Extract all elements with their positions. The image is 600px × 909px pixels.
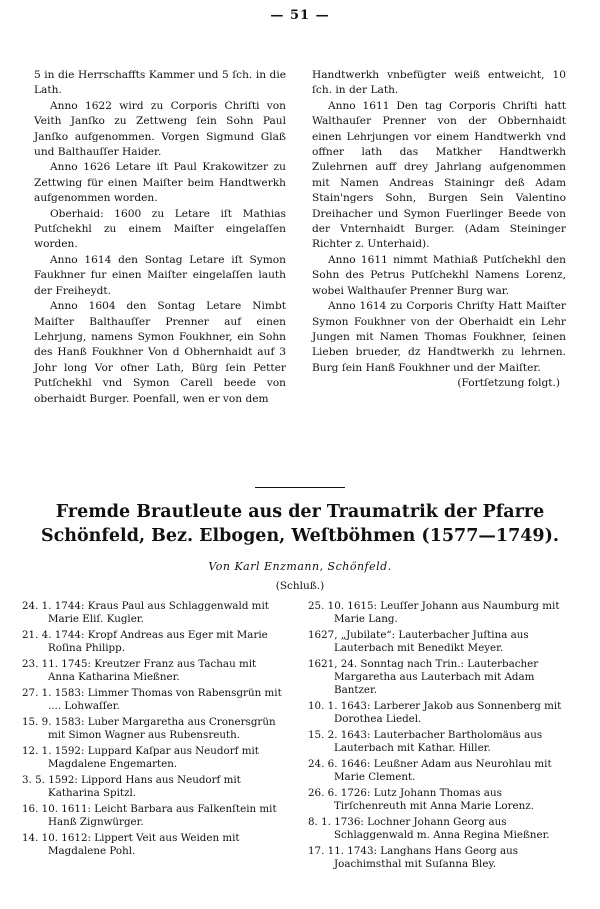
paragraph: Anno 1611 nimmt Mathiaß Putſchekhl den Sohn des Petrus Putſchekhl Namens Lorenz, wobei Walthauſer Prenner Burg war. — [312, 253, 566, 297]
paragraph: Anno 1626 Letare iſt Paul Krakowitzer zu Zettwing für einen Maiſter beim Handtwerkh aufgenommen worden. — [34, 161, 286, 205]
entry-text: Limmer Thomas von Rabensgrün mit .... Lohwaſſer. — [48, 687, 282, 712]
list-item — [308, 600, 576, 626]
entry-date: 3. 5. 1592: — [22, 774, 78, 786]
entry-text: Leuſſer Johann aus Naumburg mit Marie Lang. — [334, 600, 560, 625]
entry-text: Kraus Paul aus Schlaggenwald mit Marie Eliſ. Kugler. — [48, 600, 269, 625]
list-item — [22, 832, 284, 858]
entry-date: 16. 10. 1611: — [22, 803, 91, 815]
list-item — [308, 845, 576, 871]
list-item — [22, 803, 284, 829]
entry-date: 10. 1. 1643: — [308, 700, 371, 712]
entry-date: 14. 10. 1612: — [22, 832, 91, 844]
list-item — [308, 629, 576, 655]
section-divider — [255, 487, 345, 488]
entry-text: Leicht Barbara aus Falkenſtein mit Hanß Zignwürger. — [48, 803, 277, 828]
list-item — [308, 658, 576, 697]
list-item — [22, 716, 284, 742]
entry-date: 24. 6. 1646: — [308, 758, 371, 770]
list-item — [308, 729, 576, 755]
entry-list-left — [22, 600, 284, 861]
paragraph: 5 in die Herrschaffts Kammer und 5 ſch. in die Lath. — [34, 69, 286, 97]
entry-date: 12. 1. 1592: — [22, 745, 85, 757]
list-item — [22, 687, 284, 713]
paragraph: Anno 1604 den Sontag Letare Nimbt Maiſter Balthauſſer Prenner auf einen Lehrjung, namens Symon Foukhner, ein Sohn des Hanß Foukhner Von d Obhernhaidt auf 3 Johr long Vor ofner Lath, Bürg ſein Petter Putſchekhl vnd Symon Carell beede von oberhaidt Burger. Poenfall, wen er von dem — [34, 300, 286, 405]
entry-text: 24. Sonntag nach Trin.: Lauterbacher Margaretha aus Lauterbach mit Adam Bantzer. — [334, 658, 539, 696]
article-title: Fremde Brautleute aus der Traumatrik der Pfarre Schönfeld, Bez. Elbogen, Weſtböhmen (1577—1749). — [40, 502, 559, 546]
entry-date: 25. 10. 1615: — [308, 600, 377, 612]
entry-text: Lippert Veit aus Weiden mit Magdalene Pohl. — [48, 832, 240, 857]
list-item — [308, 816, 576, 842]
paragraph: Handtwerkh vnbefügter weiß entweicht, 10 ſch. in der Lath. — [312, 69, 566, 97]
entry-date: 15. 2. 1643: — [308, 729, 371, 741]
page-number: — 51 — — [270, 8, 330, 23]
entry-date: 1621, — [308, 658, 338, 670]
entry-text: Lochner Johann Georg aus Schlaggenwald m. Anna Regina Mießner. — [334, 816, 550, 841]
entry-text: Lutz Johann Thomas aus Tirſchenreuth mit Anna Marie Lorenz. — [334, 787, 534, 812]
list-item — [22, 745, 284, 771]
list-item — [22, 629, 284, 655]
article-author: Von Karl Enzmann, Schönfeld. — [208, 560, 392, 573]
entry-date: 1627, — [308, 629, 338, 641]
entry-date: 8. 1. 1736: — [308, 816, 364, 828]
paragraph: Anno 1611 Den tag Corporis Chriſti hatt Walthauſer Prenner von der Obbernhaidt einen Lehrjungen vor einem Handtwerkh vnd offner lath das Matkher Handtwerkh Zulehrnen auff drey Jahrlang aufgenommen mit Namen Andreas Stainingr deß Adam Stain'ngers Sohn, Burgen Sein Valentino Dreihacher und Symon Fuerlinger Beede von der Vnternhaidt Burger. (Adam Steininger Richter z. Unterhaid). — [312, 99, 566, 251]
list-item — [308, 758, 576, 784]
entry-text: Langhans Hans Georg aus Joachimsthal mit Suſanna Bley. — [334, 845, 519, 870]
right-text-column — [312, 68, 566, 392]
entry-date: 23. 11. 1745: — [22, 658, 91, 670]
paragraph: Oberhaid: 1600 zu Letare iſt Mathias Putſchekhl zu einem Maiſter eingelaſſen worden. — [34, 207, 286, 251]
entry-list-right — [308, 600, 576, 874]
paragraph: Anno 1614 den Sontag Letare iſt Symon Faukhner fur einen Maiſter eingelaſſen lauth der Freiheydt. — [34, 253, 286, 297]
entry-text: „Jubilate“: Lauterbacher Juſtina aus Lauterbach mit Benedikt Meyer. — [334, 629, 529, 654]
entry-text: Larberer Jakob aus Sonnenberg mit Dorothea Liedel. — [334, 700, 562, 725]
entry-text: Lauterbacher Bartholomäus aus Lauterbach mit Kathar. Hiller. — [334, 729, 543, 754]
continuation-note: (Fortſetzung folgt.) — [457, 377, 560, 390]
entry-date: 26. 6. 1726: — [308, 787, 371, 799]
entry-text: Leußner Adam aus Neurohlau mit Marie Clement. — [334, 758, 552, 783]
list-item — [22, 600, 284, 626]
entry-text: Kreutzer Franz aus Tachau mit Anna Katharina Mießner. — [48, 658, 257, 683]
entry-date: 27. 1. 1583: — [22, 687, 85, 699]
list-item — [22, 658, 284, 684]
left-text-column — [34, 68, 286, 407]
entry-text: Luppard Kaſpar aus Neudorf mit Magdalene Engemarten. — [48, 745, 259, 770]
entry-date: 24. 1. 1744: — [22, 600, 85, 612]
paragraph: Anno 1614 zu Corporis Chriſty Hatt Maiſter Symon Foukhner von der Oberhaidt ein Lehr Jungen mit Namen Thomas Foukhner, ſeinen Lieben brueder, dz Handtwerkh zu lehrnen. Burg ſein Hanß Foukhner und der Maiſter. — [312, 300, 566, 374]
entry-text: Luber Margaretha aus Cronersgrün mit Simon Wagner aus Rubensreuth. — [48, 716, 276, 741]
entry-date: 15. 9. 1583: — [22, 716, 85, 728]
paragraph: Anno 1622 wird zu Corporis Chriſti von Veith Janſko zu Zettweng ſein Sohn Paul Janſko aufgenommen. Vorgen Sigmund Glaß und Balthauſſer Haider. — [34, 99, 286, 159]
list-item — [308, 787, 576, 813]
entry-date: 17. 11. 1743: — [308, 845, 377, 857]
list-item — [22, 774, 284, 800]
conclusion-label: (Schluß.) — [275, 580, 325, 592]
list-item — [308, 700, 576, 726]
entry-text: Lippord Hans aus Neudorf mit Katharina Spitzl. — [48, 774, 241, 799]
entry-text: Kropf Andreas aus Eger mit Marie Roſina Philipp. — [48, 629, 268, 654]
entry-date: 21. 4. 1744: — [22, 629, 85, 641]
